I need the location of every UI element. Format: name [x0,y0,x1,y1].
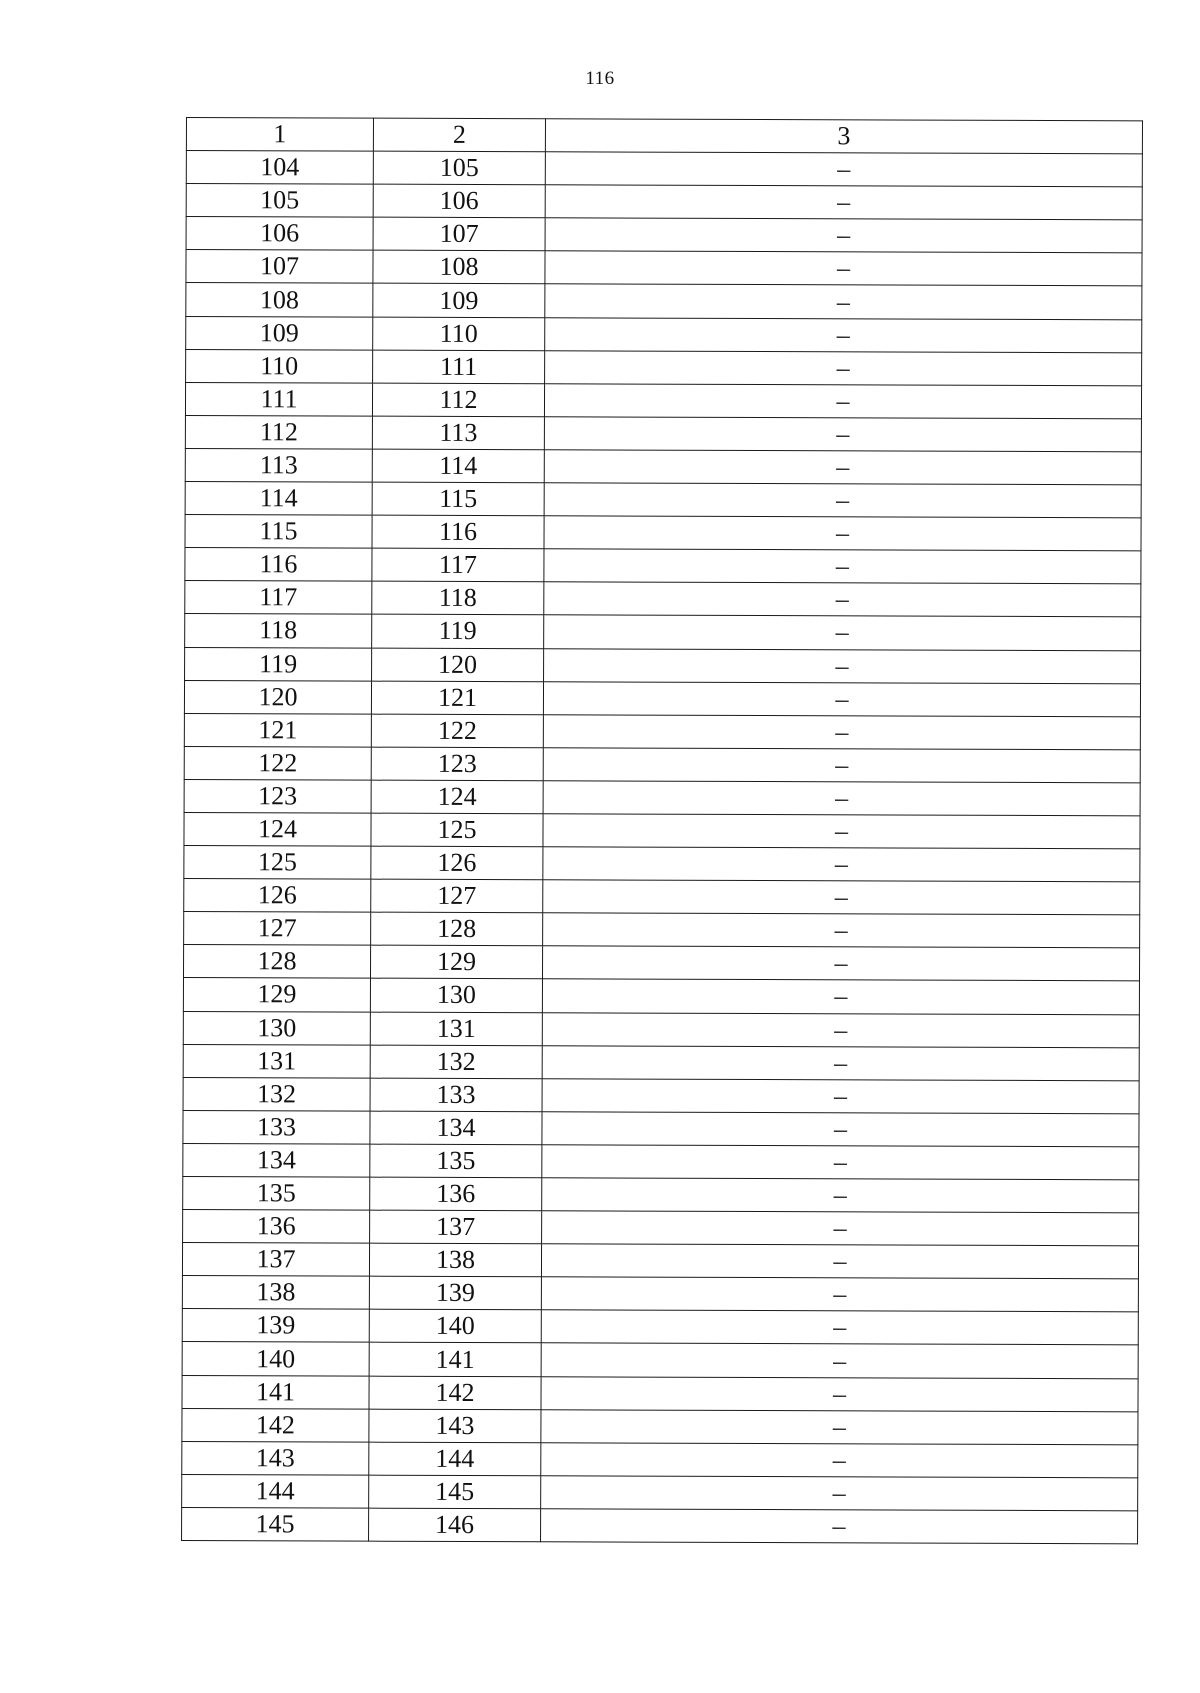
table-row [186,316,1142,352]
table-cell-col-1: 141 [182,1375,369,1409]
table-cell-col-2: 115 [372,482,544,516]
table-cell-col-3: – [545,350,1142,385]
table-cell-col-2: 125 [371,813,543,847]
table-cell-col-1: 138 [182,1276,369,1310]
table-row [186,184,1142,220]
table-cell-col-3: – [541,1409,1138,1444]
data-table [181,117,1143,1544]
table-cell-col-1: 114 [185,482,372,516]
table-cell-col-3: – [544,483,1141,518]
table-cell-col-1: 125 [184,846,371,880]
table-cell-col-2: 132 [370,1045,542,1079]
table-row [184,879,1140,915]
table-cell-col-2: 124 [371,780,543,814]
table-cell-col-2: 120 [372,648,544,682]
table-cell-col-3: – [545,152,1142,187]
table-cell-col-3: – [545,317,1142,352]
table-row [186,283,1142,319]
table-cell-col-2: 108 [373,251,545,285]
table-header-row [186,118,1142,154]
table-row [183,1143,1139,1179]
table-row [183,1011,1139,1047]
table-row [185,548,1141,584]
table-cell-col-1: 137 [182,1243,369,1277]
table-cell-col-1: 128 [183,945,370,979]
table-cell-col-3: – [543,880,1140,915]
table-cell-col-1: 136 [183,1210,370,1244]
table-row [183,1110,1139,1146]
table-cell-col-2: 105 [373,151,545,185]
table-cell-col-2: 129 [370,945,542,979]
page-number: 116 [585,68,615,89]
table-cell-col-1: 122 [184,746,371,780]
table-cell-col-2: 109 [373,284,545,318]
table-cell-col-2: 138 [369,1243,541,1277]
table-cell-col-2: 119 [372,615,544,649]
table-row [186,250,1142,286]
table-cell-col-2: 145 [369,1475,541,1509]
table-cell-col-1: 123 [184,779,371,813]
table-cell-col-1: 134 [183,1143,370,1177]
table-row [184,912,1140,948]
table-cell-col-3: – [542,1145,1139,1180]
table-cell-col-2: 122 [371,714,543,748]
column-header-1: 1 [186,118,373,152]
table-cell-col-3: – [542,1078,1139,1113]
table-row [182,1243,1138,1279]
table-cell-col-3: – [544,516,1141,551]
table-cell-col-2: 118 [372,581,544,615]
table-cell-col-1: 131 [183,1044,370,1078]
table-cell-col-1: 130 [183,1011,370,1045]
table-cell-col-1: 109 [186,316,373,350]
table-cell-col-2: 140 [369,1310,541,1344]
table-cell-col-1: 118 [185,614,372,648]
table-cell-col-1: 107 [186,250,373,284]
table-row [183,945,1139,981]
table-row [186,217,1142,253]
table-cell-col-3: – [544,615,1141,650]
table-row [184,746,1140,782]
table-cell-col-3: – [542,1178,1139,1213]
table-cell-col-3: – [543,913,1140,948]
table-row [185,614,1141,650]
table-cell-col-3: – [543,781,1140,816]
table-cell-col-1: 143 [182,1441,369,1475]
table-cell-col-3: – [541,1442,1138,1477]
table-row [183,1077,1139,1113]
table-cell-col-2: 117 [372,548,544,582]
table-row [183,1210,1139,1246]
table-cell-col-1: 139 [182,1309,369,1343]
table-cell-col-3: – [545,185,1142,220]
column-header-3: 3 [545,119,1142,154]
table-cell-col-3: – [542,1012,1139,1047]
table-cell-col-2: 110 [373,317,545,351]
table-row [183,978,1139,1014]
table-cell-col-2: 107 [373,217,545,251]
table-cell-col-3: – [542,979,1139,1014]
table-cell-col-3: – [541,1376,1138,1411]
table-row [182,1474,1138,1510]
table-cell-col-2: 137 [370,1210,542,1244]
table-row [185,415,1141,451]
table-cell-col-3: – [543,714,1140,749]
table-cell-col-2: 106 [373,184,545,218]
table-cell-col-2: 123 [371,747,543,781]
table-cell-col-1: 115 [185,515,372,549]
table-cell-col-1: 106 [186,217,373,251]
table-cell-col-3: – [544,549,1141,584]
table-row [184,713,1140,749]
table-cell-col-3: – [541,1277,1138,1312]
table-cell-col-2: 114 [372,449,544,483]
table-cell-col-2: 136 [370,1177,542,1211]
table-cell-col-1: 127 [184,912,371,946]
table-cell-col-3: – [543,847,1140,882]
table-cell-col-2: 112 [372,383,544,417]
table-row [182,1309,1138,1345]
table-cell-col-2: 126 [371,846,543,880]
table-row [182,1276,1138,1312]
table-cell-col-1: 104 [186,151,373,185]
table-row [184,779,1140,815]
table-row [185,581,1141,617]
table-cell-col-3: – [545,218,1142,253]
table-row [182,1375,1138,1411]
table-row [186,151,1142,187]
table-cell-col-2: 113 [372,416,544,450]
table-cell-col-3: – [541,1509,1138,1544]
table-cell-col-3: – [541,1476,1138,1511]
table-cell-col-1: 129 [183,978,370,1012]
table-cell-col-3: – [543,748,1140,783]
table-cell-col-1: 121 [184,713,371,747]
table-cell-col-1: 113 [185,448,372,482]
table-cell-col-1: 119 [185,647,372,681]
table-cell-col-3: – [545,251,1142,286]
table-cell-col-1: 110 [186,349,373,383]
table-cell-col-3: – [544,582,1141,617]
table-cell-col-3: – [542,1045,1139,1080]
table-cell-col-3: – [542,1211,1139,1246]
table-cell-col-2: 116 [372,515,544,549]
table-row [184,846,1140,882]
table-row [186,349,1142,385]
table-cell-col-1: 117 [185,581,372,615]
table-row [184,680,1140,716]
table-cell-col-1: 112 [185,415,372,449]
table-row [182,1441,1138,1477]
table-cell-col-3: – [543,814,1140,849]
table-cell-col-1: 120 [184,680,371,714]
table-cell-col-2: 143 [369,1409,541,1443]
table-cell-col-3: – [544,450,1141,485]
table-cell-col-1: 116 [185,548,372,582]
table-cell-col-2: 134 [370,1111,542,1145]
table-cell-col-1: 135 [183,1176,370,1210]
table-cell-col-2: 135 [370,1144,542,1178]
table-cell-col-3: – [545,284,1142,319]
table-cell-col-2: 142 [369,1376,541,1410]
table-cell-col-1: 111 [185,382,372,416]
table-row [185,482,1141,518]
table-cell-col-3: – [543,681,1140,716]
table-cell-col-2: 111 [373,350,545,384]
table-cell-col-1: 133 [183,1110,370,1144]
table-cell-col-3: – [541,1244,1138,1279]
table-cell-col-1: 145 [182,1507,369,1541]
table-row [184,812,1140,848]
table-cell-col-2: 128 [371,912,543,946]
table-cell-col-2: 144 [369,1442,541,1476]
table-cell-col-1: 132 [183,1077,370,1111]
table-cell-col-1: 144 [182,1474,369,1508]
table-row [185,448,1141,484]
table-row [182,1507,1138,1543]
table-cell-col-3: – [541,1343,1138,1378]
table-cell-col-2: 130 [370,979,542,1013]
table-cell-col-2: 121 [371,681,543,715]
table-cell-col-3: – [541,1310,1138,1345]
table-row [185,647,1141,683]
table-cell-col-2: 139 [369,1276,541,1310]
table-row [185,515,1141,551]
table-cell-col-2: 127 [371,879,543,913]
table-cell-col-1: 142 [182,1408,369,1442]
table-cell-col-2: 131 [370,1012,542,1046]
table-row [183,1044,1139,1080]
table-row [183,1176,1139,1212]
table-cell-col-2: 146 [369,1508,541,1542]
table-cell-col-3: – [544,417,1141,452]
table-row [182,1342,1138,1378]
table-cell-col-1: 140 [182,1342,369,1376]
table-cell-col-1: 105 [186,184,373,218]
table-row [182,1408,1138,1444]
table-cell-col-1: 108 [186,283,373,317]
table-cell-col-2: 141 [369,1343,541,1377]
table-row [185,382,1141,418]
table-body [182,151,1143,1544]
table-cell-col-1: 126 [184,879,371,913]
table-cell-col-3: – [544,384,1141,419]
column-header-2: 2 [373,118,545,152]
table-cell-col-1: 124 [184,812,371,846]
table-cell-col-3: – [542,1112,1139,1147]
table-cell-col-3: – [544,648,1141,683]
table-cell-col-2: 133 [370,1078,542,1112]
table-cell-col-3: – [542,946,1139,981]
